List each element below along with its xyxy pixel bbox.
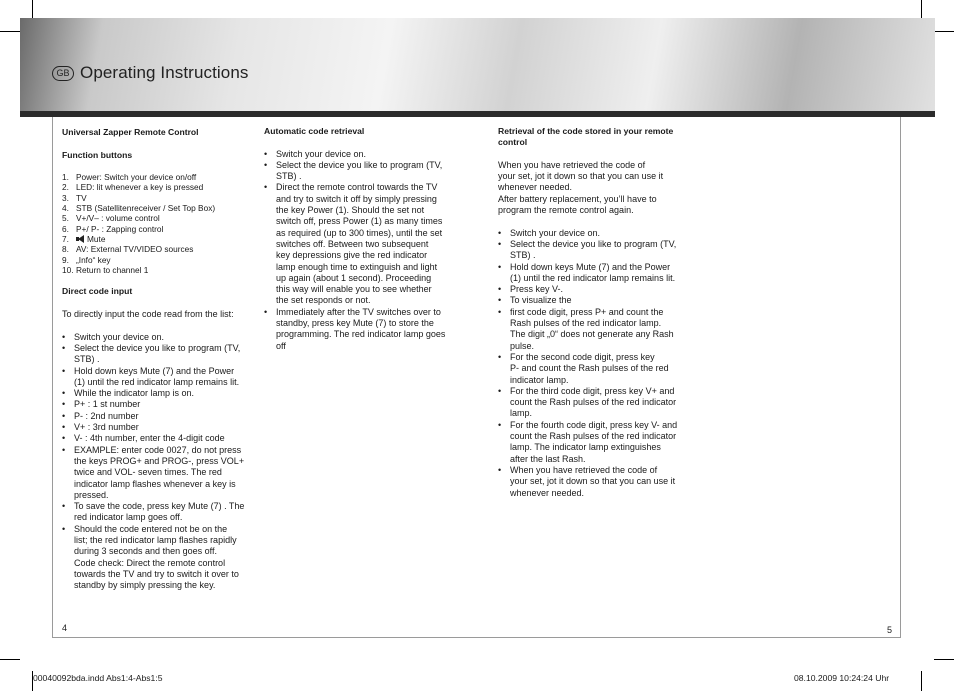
text-line: standby, press key Mute (7) to store the — [276, 318, 434, 329]
text-line: P- : 2nd number — [74, 410, 139, 421]
list-item-text — [510, 420, 694, 465]
list-item — [498, 307, 694, 352]
function-item — [62, 224, 254, 234]
list-item-text — [74, 411, 254, 422]
function-number: 10. — [62, 264, 74, 275]
column-left — [62, 127, 254, 591]
function-number: 7. — [62, 233, 69, 244]
text-line: the keys PROG+ and PROG-, press VOL+ — [74, 455, 245, 466]
list-item-text — [510, 284, 694, 295]
function-number: 3. — [62, 192, 69, 203]
text-line: key depressions give the red indicator — [276, 250, 428, 261]
text-line: up again (about 1 second). Proceeding — [276, 272, 432, 283]
text-line: Select the device you like to program (TV, — [510, 238, 677, 249]
bullet: • — [62, 501, 66, 512]
text-line: The digit „0“ does not generate any Rash — [510, 329, 674, 340]
text-line: Select the device you like to program (TV, — [276, 159, 443, 170]
crop-mark — [934, 31, 954, 32]
list-item — [498, 262, 694, 285]
direct-code-steps — [62, 332, 254, 592]
list-item-text — [276, 182, 462, 306]
text-line: lamp. The indicator lamp extinguishes — [510, 442, 661, 453]
function-item — [62, 234, 254, 244]
text-line: STB) . — [276, 171, 302, 182]
bullet: • — [498, 238, 502, 249]
list-item — [498, 386, 694, 420]
text-line: When you have retrieved the code of — [510, 464, 658, 475]
code-retrieval-heading — [498, 126, 694, 149]
text-line: Hold down keys Mute (7) and the Power — [510, 261, 671, 272]
text-line: To visualize the — [510, 295, 572, 306]
function-item — [62, 172, 254, 182]
direct-code-intro: To directly input the code read from the list: — [62, 309, 234, 320]
function-number: 8. — [62, 244, 69, 255]
bullet: • — [62, 422, 66, 433]
text-line: Switch your device on. — [510, 227, 601, 238]
crop-mark — [934, 659, 954, 660]
text-line: pulse. — [510, 340, 535, 351]
text-line: programming. The red indicator lamp goes — [276, 329, 446, 340]
text-line: off — [276, 340, 286, 351]
function-label: Return to channel 1 — [76, 264, 149, 275]
text-line: count the Rash pulses of the red indicator — [510, 397, 677, 408]
text-line: (1) until the red indicator lamp remains lit. — [510, 272, 676, 283]
list-item-text — [510, 386, 694, 420]
text-line: switch off, press Power (1) as many times — [276, 216, 443, 227]
list-item-text — [510, 352, 694, 386]
function-label: STB (Satellitenreceiver / Set Top Box) — [76, 203, 216, 214]
function-item — [62, 244, 254, 254]
page-number-right: 5 — [887, 625, 893, 635]
bullet: • — [62, 342, 66, 353]
list-item-text — [74, 501, 254, 524]
text-line: lamp. — [510, 408, 533, 419]
bullet: • — [62, 331, 66, 342]
list-item — [498, 352, 694, 386]
direct-code-heading: Direct code input — [62, 286, 133, 297]
list-item — [62, 422, 254, 433]
text-line: Retrieval of the code stored in your remote — [498, 126, 674, 136]
list-item-text — [276, 307, 462, 352]
mute-icon — [76, 235, 86, 243]
text-line: red indicator lamp goes off. — [74, 512, 183, 523]
text-line: pressed. — [74, 489, 109, 500]
page-number-left: 4 — [62, 623, 68, 633]
bullet: • — [498, 464, 502, 475]
crop-mark — [0, 31, 20, 32]
function-label-wrap — [76, 234, 105, 244]
text-line: Rash pulses of the red indicator lamp. — [510, 318, 662, 329]
text-line: While the indicator lamp is on. — [74, 388, 195, 399]
bullet: • — [498, 227, 502, 238]
text-line: STB) . — [74, 354, 100, 365]
text-line: list; the red indicator lamp flashes rapidly — [74, 534, 237, 545]
list-item — [498, 465, 694, 499]
list-item — [264, 149, 462, 160]
function-number: 5. — [62, 213, 69, 224]
function-item — [62, 265, 254, 275]
list-item — [498, 239, 694, 262]
function-number: 2. — [62, 182, 69, 193]
list-item — [62, 433, 254, 444]
code-retrieval-steps — [498, 228, 694, 499]
footer-file-info: 00040092bda.indd Abs1:4-Abs1:5 — [33, 673, 163, 683]
text-line: the key Power (1). Should the set not — [276, 205, 425, 216]
bullet: • — [264, 306, 268, 317]
text-line: towards the TV and try to switch it over to — [74, 568, 239, 579]
list-item-text — [74, 399, 254, 410]
bullet: • — [498, 261, 502, 272]
list-item-text — [510, 239, 694, 262]
text-line: Press key V-. — [510, 284, 564, 295]
text-line: program the remote control again. — [498, 205, 634, 216]
list-item-text — [510, 228, 694, 239]
list-item-text — [276, 149, 462, 160]
bullet: • — [62, 388, 66, 399]
text-line: When you have retrieved the code of — [498, 159, 646, 170]
code-retrieval-intro — [498, 160, 694, 216]
list-item — [264, 182, 462, 306]
text-line: (1) until the red indicator lamp remains lit. — [74, 376, 240, 387]
header — [52, 63, 249, 83]
bullet: • — [498, 419, 502, 430]
bullet: • — [498, 385, 502, 396]
text-line: your set, jot it down so that you can use it — [510, 476, 676, 487]
list-item — [62, 366, 254, 389]
bullet: • — [62, 523, 66, 534]
function-item — [62, 203, 254, 213]
list-item-text — [74, 524, 254, 592]
function-label: AV: External TV/VIDEO sources — [76, 244, 194, 255]
list-item — [264, 307, 462, 352]
text-line: For the second code digit, press key — [510, 351, 655, 362]
function-item — [62, 213, 254, 223]
text-line: Immediately after the TV switches over to — [276, 306, 441, 317]
list-item-text — [74, 445, 254, 501]
bullet: • — [62, 444, 66, 455]
function-label: „Info“ key — [76, 254, 111, 265]
text-line: To save the code, press key Mute (7) . The — [74, 501, 245, 512]
bullet: • — [498, 295, 502, 306]
list-item-text — [74, 366, 254, 389]
column-middle — [264, 126, 462, 352]
function-buttons-heading: Function buttons — [62, 149, 133, 160]
list-item — [264, 160, 462, 183]
function-number: 1. — [62, 172, 69, 183]
text-line: switches off. Between two subsequent — [276, 238, 429, 249]
text-line: count the Rash pulses of the red indicator — [510, 431, 677, 442]
bullet: • — [264, 182, 268, 193]
text-line: as required (up to 300 times), until the set — [276, 227, 443, 238]
list-item — [62, 445, 254, 501]
text-line: lamp enough time to extinguish and light — [276, 261, 438, 272]
list-item — [62, 343, 254, 366]
function-label: LED: lit whenever a key is pressed — [76, 182, 204, 193]
list-item — [62, 332, 254, 343]
text-line: your set, jot it down so that you can use it — [498, 171, 664, 182]
bullet: • — [62, 433, 66, 444]
list-item-text — [510, 262, 694, 285]
gb-language-badge: GB — [52, 66, 74, 81]
bullet: • — [498, 351, 502, 362]
bullet: • — [264, 159, 268, 170]
list-item-text — [74, 422, 254, 433]
crop-mark — [921, 671, 922, 691]
text-line: P- and count the Rash pulses of the red — [510, 363, 669, 374]
function-label: Mute — [87, 233, 106, 244]
list-item — [62, 524, 254, 592]
auto-retrieval-steps — [264, 149, 462, 352]
function-item — [62, 255, 254, 265]
list-item — [498, 420, 694, 465]
function-label: P+/ P- : Zapping control — [76, 223, 164, 234]
function-list — [62, 172, 254, 275]
text-line: Hold down keys Mute (7) and the Power — [74, 365, 235, 376]
text-line: P+ : 1 st number — [74, 399, 141, 410]
text-line: twice and VOL- seven times. The red — [74, 467, 222, 478]
text-line: this way will enable you to see whether — [276, 284, 432, 295]
list-item — [498, 228, 694, 239]
auto-retrieval-heading: Automatic code retrieval — [264, 126, 365, 136]
list-item-text — [510, 465, 694, 499]
text-line: Select the device you like to program (TV, — [74, 342, 241, 353]
text-line: EXAMPLE: enter code 0027, do not press — [74, 444, 242, 455]
list-item-text — [74, 433, 254, 444]
list-item-text — [74, 388, 254, 399]
bullet: • — [264, 148, 268, 159]
text-line: standby by simply pressing the key. — [74, 580, 216, 591]
text-line: indicator lamp flashes whenever a key is — [74, 478, 236, 489]
text-line: Direct the remote control towards the TV — [276, 182, 438, 193]
list-item-text — [510, 295, 694, 306]
function-label: TV — [76, 192, 87, 203]
page-title: Operating Instructions — [80, 63, 249, 82]
text-line: whenever needed. — [498, 182, 573, 193]
function-item — [62, 182, 254, 192]
function-label: V+/V– : volume control — [76, 213, 160, 224]
list-item — [62, 501, 254, 524]
text-line: after the last Rash. — [510, 453, 586, 464]
bullet: • — [498, 284, 502, 295]
text-line: After battery replacement, you’ll have to — [498, 193, 657, 204]
function-label: Power: Switch your device on/off — [76, 172, 197, 183]
text-line: Should the code entered not be on the — [74, 523, 228, 534]
bullet: • — [62, 399, 66, 410]
footer-timestamp: 08.10.2009 10:24:24 Uhr — [794, 673, 890, 683]
text-line: and try to switch it off by simply pressing — [276, 193, 437, 204]
text-line: during 3 seconds and then goes off. — [74, 546, 217, 557]
list-item-text — [74, 332, 254, 343]
crop-mark — [32, 0, 33, 20]
crop-mark — [0, 659, 20, 660]
text-line: V+ : 3rd number — [74, 422, 139, 433]
text-line: indicator lamp. — [510, 374, 569, 385]
column-right — [498, 126, 694, 499]
crop-mark — [921, 0, 922, 20]
function-item — [62, 193, 254, 203]
list-item — [62, 388, 254, 399]
text-line: the set responds or not. — [276, 295, 371, 306]
section-title: Universal Zapper Remote Control — [62, 127, 199, 137]
function-number: 6. — [62, 223, 69, 234]
list-item — [498, 284, 694, 295]
bullet: • — [62, 410, 66, 421]
text-line: STB) . — [510, 250, 536, 261]
list-item-text — [276, 160, 462, 183]
text-line: Switch your device on. — [74, 331, 165, 342]
list-item — [62, 399, 254, 410]
function-number: 9. — [62, 254, 69, 265]
text-line: For the fourth code digit, press key V- and — [510, 419, 678, 430]
list-item-text — [510, 307, 694, 352]
bullet: • — [62, 365, 66, 376]
text-line: V- : 4th number, enter the 4-digit code — [74, 433, 225, 444]
list-item — [62, 411, 254, 422]
text-line: whenever needed. — [510, 487, 585, 498]
list-item — [498, 295, 694, 306]
bullet: • — [498, 306, 502, 317]
text-line: control — [498, 137, 528, 148]
text-line: For the third code digit, press key V+ and — [510, 385, 675, 396]
text-line: Code check: Direct the remote control — [74, 557, 226, 568]
function-number: 4. — [62, 203, 69, 214]
list-item-text — [74, 343, 254, 366]
text-line: first code digit, press P+ and count the — [510, 306, 664, 317]
text-line: Switch your device on. — [276, 148, 367, 159]
